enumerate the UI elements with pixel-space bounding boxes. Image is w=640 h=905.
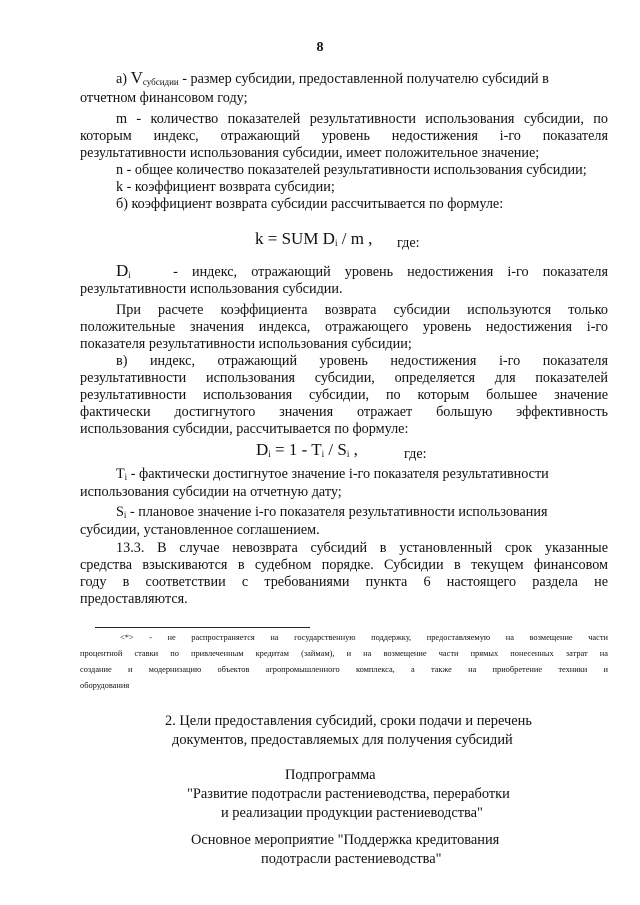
text-line: отчетном финансовом году; [80,90,248,106]
formula-where-label: где: [397,235,420,251]
footnote-line: оборудования [80,681,130,690]
formula-where-label: где: [404,446,427,462]
section-heading: 2. Цели предоставления субсидий, сроки подачи и перечень [165,713,532,729]
footnote-line: <*> - не распространяется на государственную поддержку, предоставляемую на возмещение части [120,633,608,642]
text-line: использования субсидии, рассчитывается по формуле: [80,421,409,437]
subprogram-title: и реализации продукции растениеводства" [221,805,483,821]
footnote-separator [95,627,310,628]
footnote-line: процентной ставки по привлеченным кредитам (займам), и на возмещение части прямых понесенных затрат на [80,649,608,658]
section-heading: документов, предоставляемых для получения субсидий [172,732,513,748]
text-line: результативности использования субсидии, по которым большее значение [80,387,608,403]
text-line: использования субсидии на отчетную дату; [80,484,342,500]
text-line: результативности использования субсидии. [80,281,343,297]
subprogram-title: "Развитие подотрасли растениеводства, переработки [187,786,510,802]
text-line: При расчете коэффициента возврата субсидии используются только [116,302,608,318]
text-line: фактически достигнутого значения отражает большую эффективность [80,404,608,420]
text-line: в) индекс, отражающий уровень недостижения i-го показателя [116,353,608,369]
page-number: 8 [316,40,324,55]
text-line: б) коэффициент возврата субсидии рассчитывается по формуле: [116,196,504,212]
text-line: результативности использования субсидии, определяется для показателей [80,370,608,386]
text-line: результативности использования субсидии, имеет положительное значение; [80,145,540,161]
text-line: которым индекс, отражающий уровень недостижения i-го показателя [80,128,608,144]
formula-d: $D_i = 1 - T_i / S_i$ , [256,440,358,459]
definition-v-line: а) $V_{субсидии}$ - размер субсидии, предоставленной получателю субсидий в [116,68,549,87]
definition-s-line: $S_i$ - плановое значение i-го показателя результативности использования [116,504,548,520]
definition-n-line: n - общее количество показателей результативности использования субсидии; [116,162,587,178]
text-line: положительные значения индекса, отражающего уровень недостижения i-го [80,319,608,335]
definition-d-line: $D_i$ - индекс, отражающий уровень недостижения i-го показателя [116,261,609,280]
footnote-line: создание и модернизацию объектов агропромышленного комплекса, а также на приобретение техники и [80,665,608,674]
main-activity-title: Основное мероприятие "Поддержка кредитования [191,832,500,848]
text-line: предоставляются. [80,591,188,607]
formula-k: k = SUM $D_i$ / m , [255,229,373,248]
main-activity-title: подотрасли растениеводства" [261,851,442,867]
text-line: 13.3. В случае невозврата субсидий в установленный срок указанные [116,540,608,556]
text-line: показателя результативности использования субсидии; [80,336,412,352]
definition-k-line: k - коэффициент возврата субсидии; [116,179,335,195]
definition-m-line: m - количество показателей результативности использования субсидии, по [116,111,608,127]
text-line: средства взыскиваются в судебном порядке. Субсидии в текущем финансовом [80,557,608,573]
text-line: году в соответствии с требованиями пункта 6 настоящего раздела не [80,574,608,590]
subprogram-label: Подпрограмма [285,767,376,783]
definition-t-line: $T_i$ - фактически достигнутое значение i-го показателя результативности [116,466,549,482]
text-line: субсидии, установленное соглашением. [80,522,320,538]
